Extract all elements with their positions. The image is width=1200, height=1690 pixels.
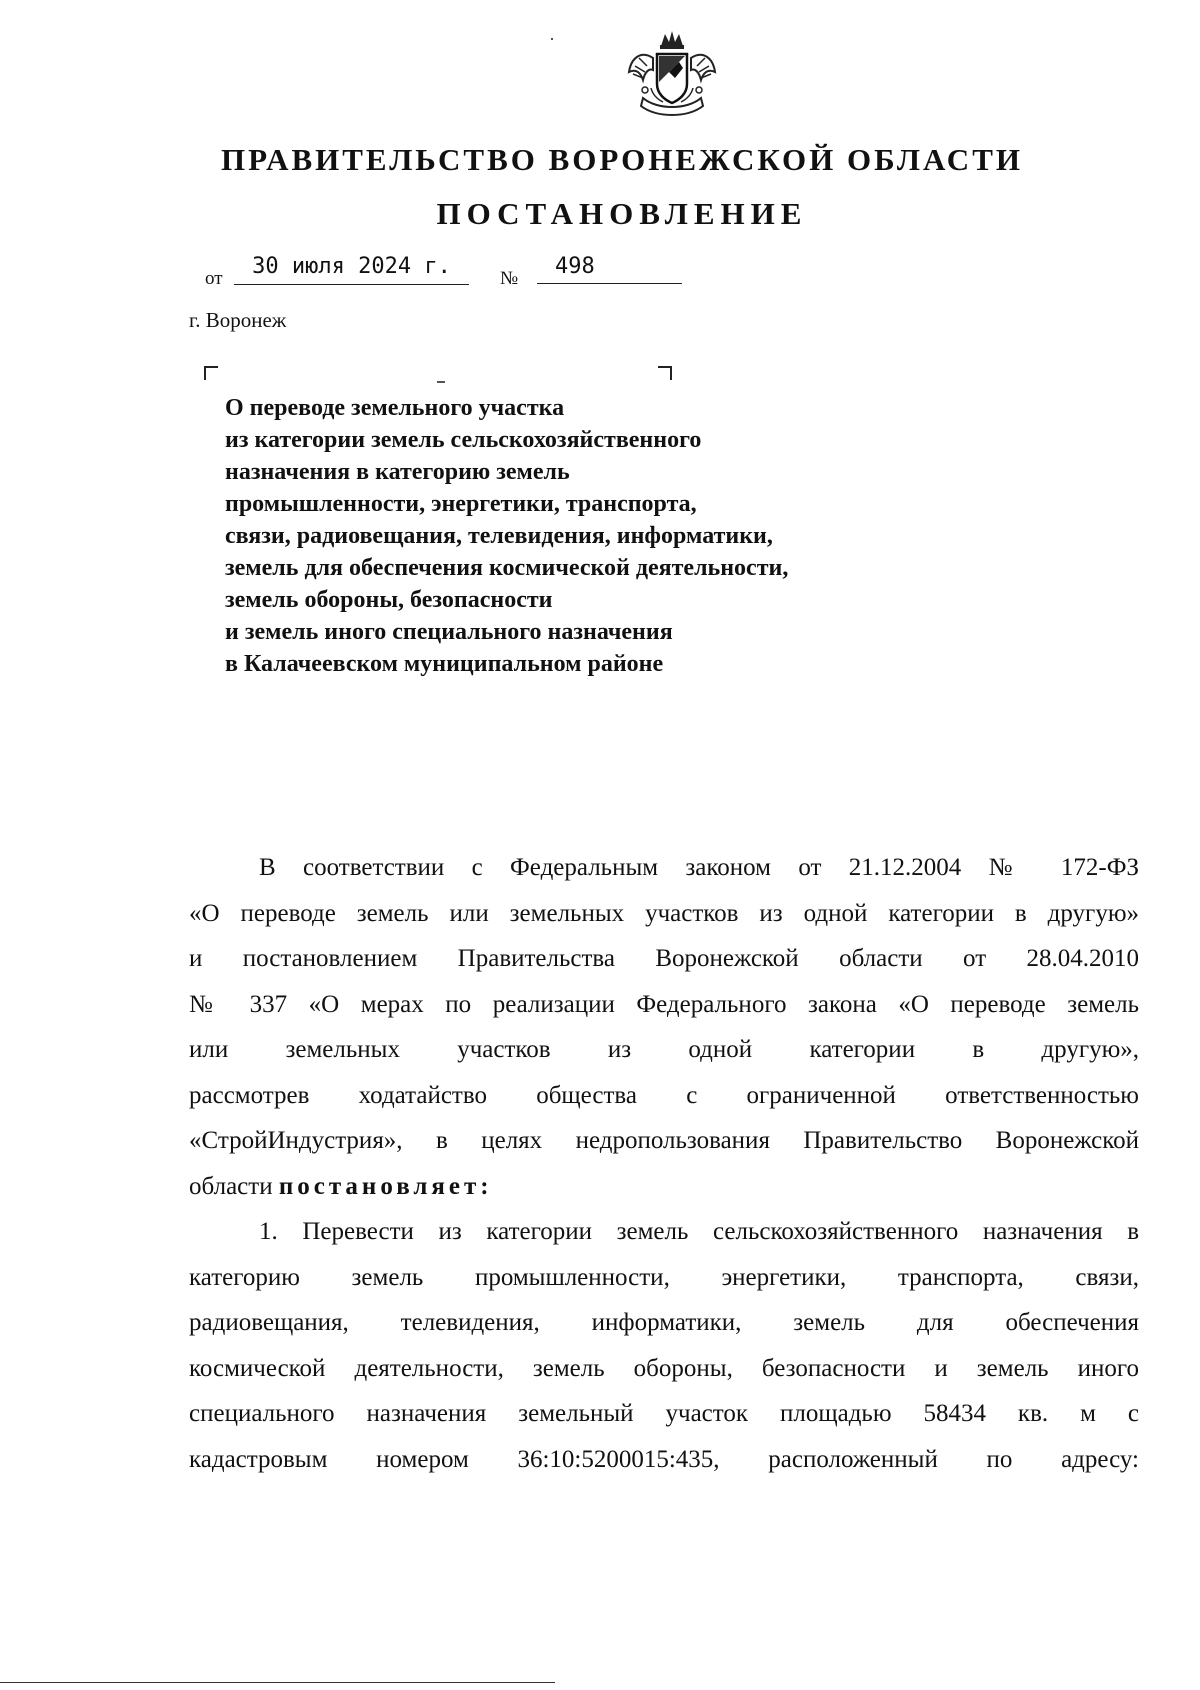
body-line: № 337 «О мерах по реализации Федерального закона «О переводе земель — [189, 990, 1139, 1018]
body-line: рассмотрев ходатайство общества с ограниченной ответственностью — [189, 1081, 1139, 1109]
subject-line: земель обороны, безопасности — [225, 587, 553, 613]
body-line: космической деятельности, земель обороны, безопасности и земель иного — [189, 1354, 1139, 1382]
subject-line: из категории земель сельскохозяйственного — [225, 427, 702, 453]
number-prefix: № — [500, 268, 519, 289]
government-title: ПРАВИТЕЛЬСТВО ВОРОНЕЖСКОЙ ОБЛАСТИ — [221, 142, 1023, 177]
date-prefix: от — [205, 268, 223, 289]
body-line: или земельных участков из одной категории в другую», — [189, 1036, 1139, 1063]
body-line: категорию земель промышленности, энергетики, транспорта, связи, — [189, 1263, 1139, 1291]
resolution-prefix: области — [189, 1172, 273, 1200]
subject-line: и земель иного специального назначения — [225, 619, 673, 645]
body-line-resolution — [189, 1164, 1139, 1210]
resolution-keyword: постановляет: — [278, 1172, 493, 1200]
date-number-row — [205, 254, 685, 288]
document-city: г. Воронеж — [189, 308, 287, 332]
body-line: кадастровым номером 36:10:5200015:435, расположенный по адресу: — [189, 1445, 1139, 1473]
document-type: ПОСТАНОВЛЕНИЕ — [436, 196, 808, 231]
subject-bracket-left — [204, 366, 218, 380]
subject-line: связи, радиовещания, телевидения, информатики, — [225, 523, 773, 549]
body-line: В соответствии с Федеральным законом от 21.12.2004 № 172-ФЗ — [259, 854, 1139, 881]
body-line: и постановлением Правительства Воронежской области от 28.04.2010 — [189, 945, 1139, 972]
subject-line: в Калачеевском муниципальном районе — [225, 651, 664, 677]
subject-line: О переводе земельного участка — [225, 395, 565, 421]
document-subject — [225, 392, 945, 680]
body-line: 1. Перевести из категории земель сельскохозяйственного назначения в — [259, 1218, 1139, 1245]
body-line: специального назначения земельный участок площадью 58434 кв. м с — [189, 1400, 1139, 1427]
subject-line: назначения в категорию земель — [225, 459, 570, 485]
subject-line: земель для обеспечения космической деятельности, — [225, 555, 789, 581]
body-line: «О переводе земель или земельных участков из одной категории в другую» — [189, 899, 1139, 927]
footer-rule — [0, 1682, 555, 1683]
subject-line: промышленности, энергетики, транспорта, — [225, 491, 697, 517]
body-line: радиовещания, телевидения, информатики, земель для обеспечения — [189, 1309, 1139, 1336]
body-line: «СтройИндустрия», в целях недропользования Правительство Воронежской — [189, 1127, 1139, 1154]
document-number: 498 — [537, 254, 682, 284]
scan-speck — [551, 38, 553, 40]
document-date: 30 июля 2024 г. — [234, 254, 469, 285]
coat-of-arms-icon — [623, 28, 721, 122]
document-body — [189, 845, 1139, 1482]
scan-mark — [437, 381, 445, 383]
subject-bracket-right — [658, 366, 672, 380]
